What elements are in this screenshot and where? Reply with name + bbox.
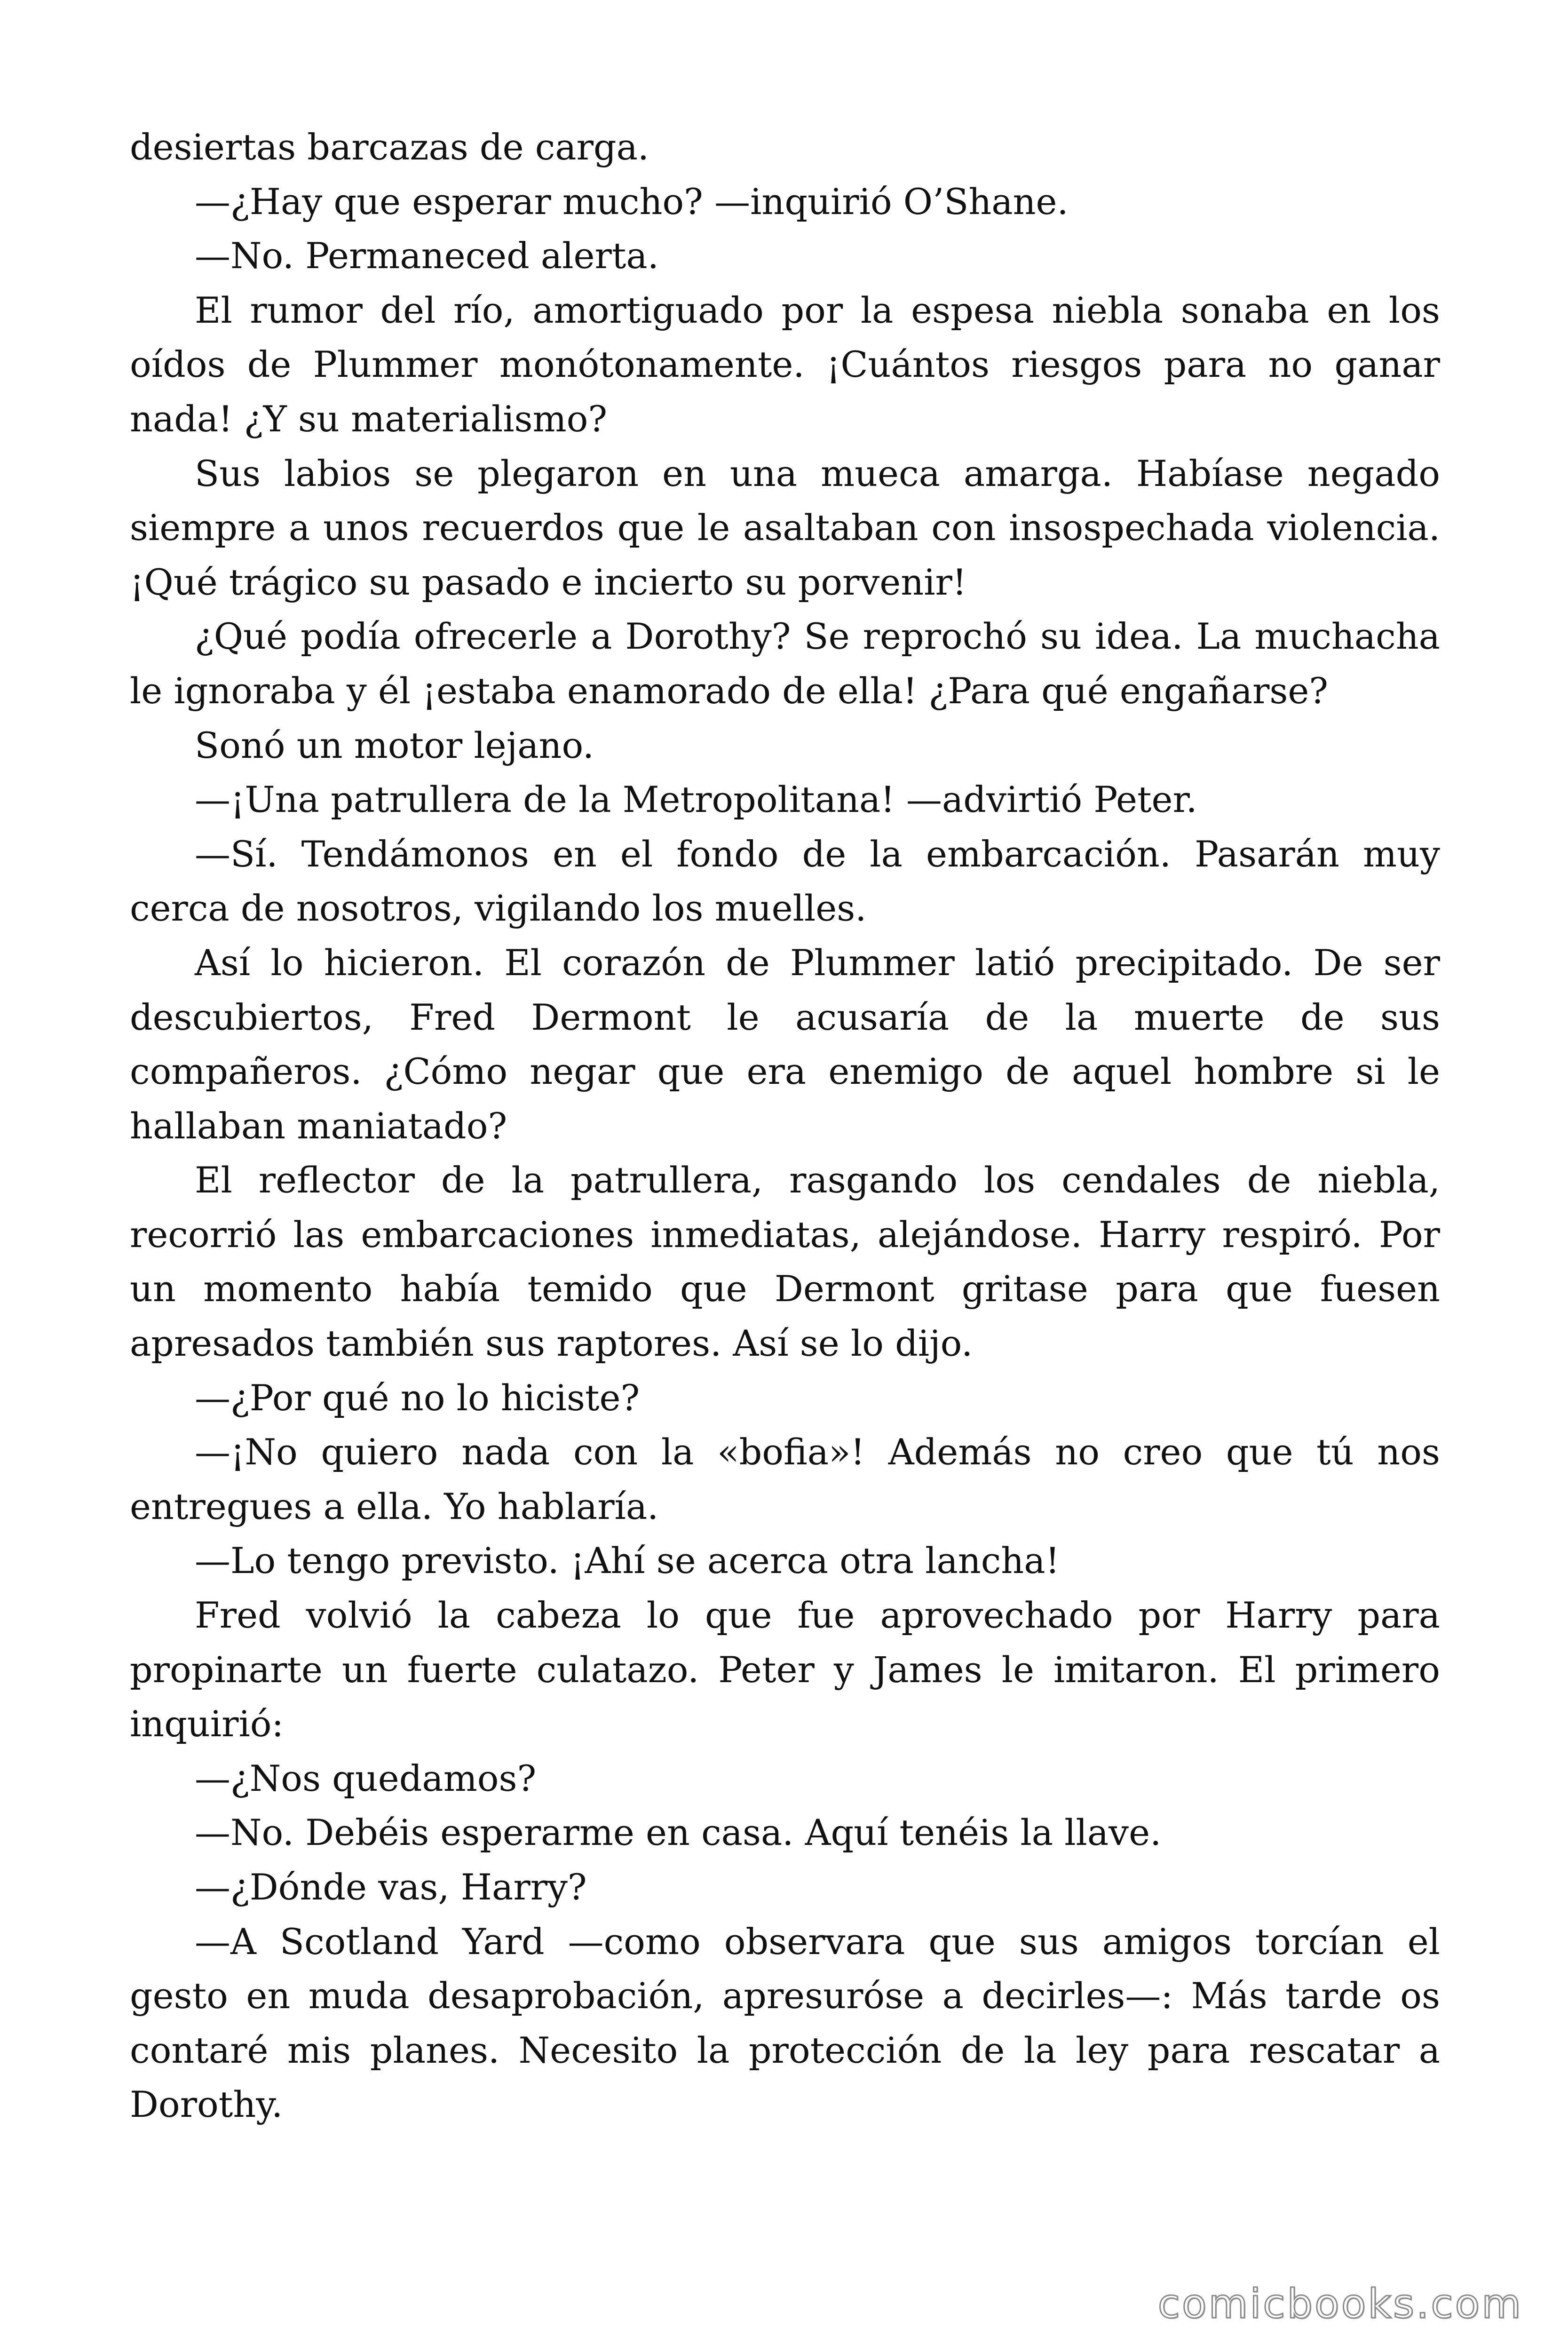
paragraph: —¿Por qué no lo hiciste? <box>195 1376 640 1419</box>
page-text <box>130 120 1440 2132</box>
paragraph: ¿Qué podía ofrecerle a Dorothy? Se reprochó su idea. La muchacha le ignoraba y él ¡estaba enamorado de ella! ¿Para qué engañarse? <box>130 615 1440 712</box>
paragraph: El reflector de la patrullera, rasgando los cendales de niebla, recorrió las embarcaciones inmediatas, alejándose. Harry respiró. Por un momento había temido que Dermont gritase para que fuesen apresados también sus raptores. Así se lo dijo. <box>130 1159 1440 1365</box>
paragraph: —¿Hay que esperar mucho? —inquirió O’Shane. <box>195 180 1069 222</box>
paragraph: —No. Permaneced alerta. <box>195 235 659 277</box>
paragraph: —A Scotland Yard —como observara que sus amigos torcían el gesto en muda desaprobación, apresuróse a decirles—: Más tarde os contaré mis planes. Necesito la protección de la ley para rescatar a Dorothy. <box>130 1920 1440 2126</box>
paragraph: —Sí. Tendámonos en el fondo de la embarcación. Pasarán muy cerca de nosotros, vigilando los muelles. <box>130 833 1440 930</box>
paragraph: Así lo hicieron. El corazón de Plummer latió precipitado. De ser descubiertos, Fred Dermont le acusaría de la muerte de sus compañeros. ¿Cómo negar que era enemigo de aquel hombre si le hallaban maniatado? <box>130 941 1440 1147</box>
paragraph: desiertas barcazas de carga. <box>130 126 649 168</box>
paragraph: —¿Nos quedamos? <box>195 1757 537 1799</box>
paragraph: —No. Debéis esperarme en casa. Aquí tenéis la llave. <box>195 1812 1162 1854</box>
paragraph: —Lo tengo previsto. ¡Ahí se acerca otra lancha! <box>195 1540 1060 1582</box>
paragraph: Sus labios se plegaron en una mueca amarga. Habíase negado siempre a unos recuerdos que le asaltaban con insospechada violencia. ¡Qué trágico su pasado e incierto su porvenir! <box>130 452 1440 603</box>
paragraph: —¡Una patrullera de la Metropolitana! —advirtió Peter. <box>195 779 1197 821</box>
paragraph: Fred volvió la cabeza lo que fue aprovechado por Harry para propinarte un fuerte culatazo. Peter y James le imitaron. El primero inquirió: <box>130 1594 1440 1745</box>
watermark: comicbooks.com <box>1157 2280 1523 2328</box>
paragraph: Sonó un motor lejano. <box>195 724 594 766</box>
paragraph: —¡No quiero nada con la «bofia»! Además no creo que tú nos entregues a ella. Yo hablaría. <box>130 1431 1440 1527</box>
paragraph: —¿Dónde vas, Harry? <box>195 1866 587 1908</box>
paragraph: El rumor del río, amortiguado por la espesa niebla sonaba en los oídos de Plummer monótonamente. ¡Cuántos riesgos para no ganar nada! ¿Y su materialismo? <box>130 289 1440 440</box>
